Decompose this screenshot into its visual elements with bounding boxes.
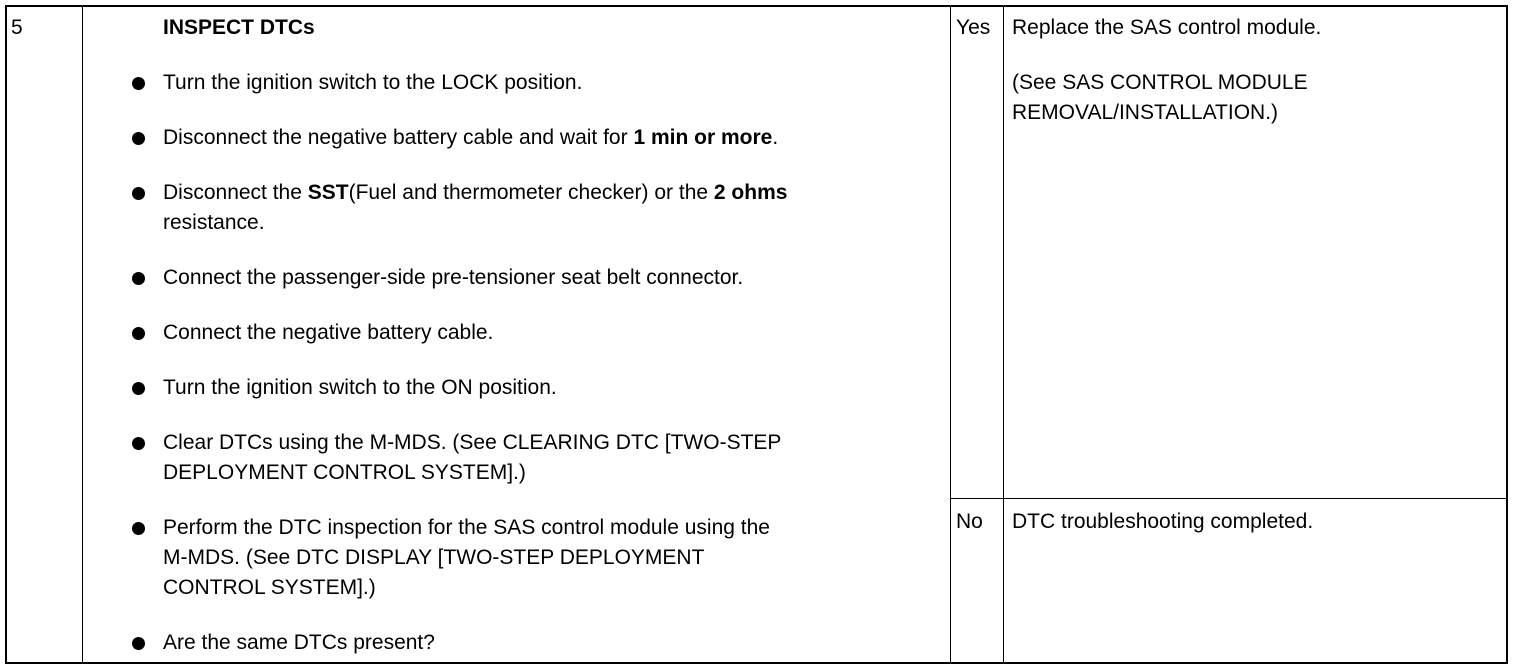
result-yes-reference: (See SAS CONTROL MODULE REMOVAL/INSTALLATION.) [1012,71,1308,124]
column-divider-result [1003,7,1004,662]
list-item: Disconnect the negative battery cable and wait for 1 min or more. [163,126,779,149]
bullet-icon [132,327,145,340]
result-yes-action: Replace the SAS control module. [1012,16,1322,39]
list-item: Clear DTCs using the M-MDS. (See CLEARING DTC [TWO-STEP DEPLOYMENT CONTROL SYSTEM].) [163,431,782,484]
list-item: Perform the DTC inspection for the SAS control module using the M-MDS. (See DTC DISPLAY [TWO-STEP DEPLOYMENT CONTROL SYSTEM].) [163,516,770,599]
column-divider-step [82,7,83,662]
list-item: Are the same DTCs present? [163,631,435,654]
list-item: Turn the ignition switch to the LOCK position. [163,71,583,94]
step-title: INSPECT DTCs [163,16,315,39]
result-yes-label: Yes [956,16,991,39]
list-item: Connect the passenger-side pre-tensioner seat belt connector. [163,266,744,289]
list-item: Disconnect the SST(Fuel and thermometer checker) or the 2 ohms resistance. [163,181,788,234]
list-item: Connect the negative battery cable. [163,321,494,344]
bullet-icon [132,522,145,535]
list-item: Turn the ignition switch to the ON position. [163,376,557,399]
column-divider-instructions [950,7,951,662]
bullet-icon [132,382,145,395]
step-number: 5 [11,16,23,39]
bullet-icon [132,132,145,145]
bullet-icon [132,437,145,450]
bullet-icon [132,187,145,200]
bullet-icon [132,272,145,285]
result-no-label: No [956,510,983,533]
bullet-icon [132,77,145,90]
bullet-icon [132,637,145,650]
result-no-action: DTC troubleshooting completed. [1012,510,1314,533]
row-divider-yes-no [950,498,1506,499]
